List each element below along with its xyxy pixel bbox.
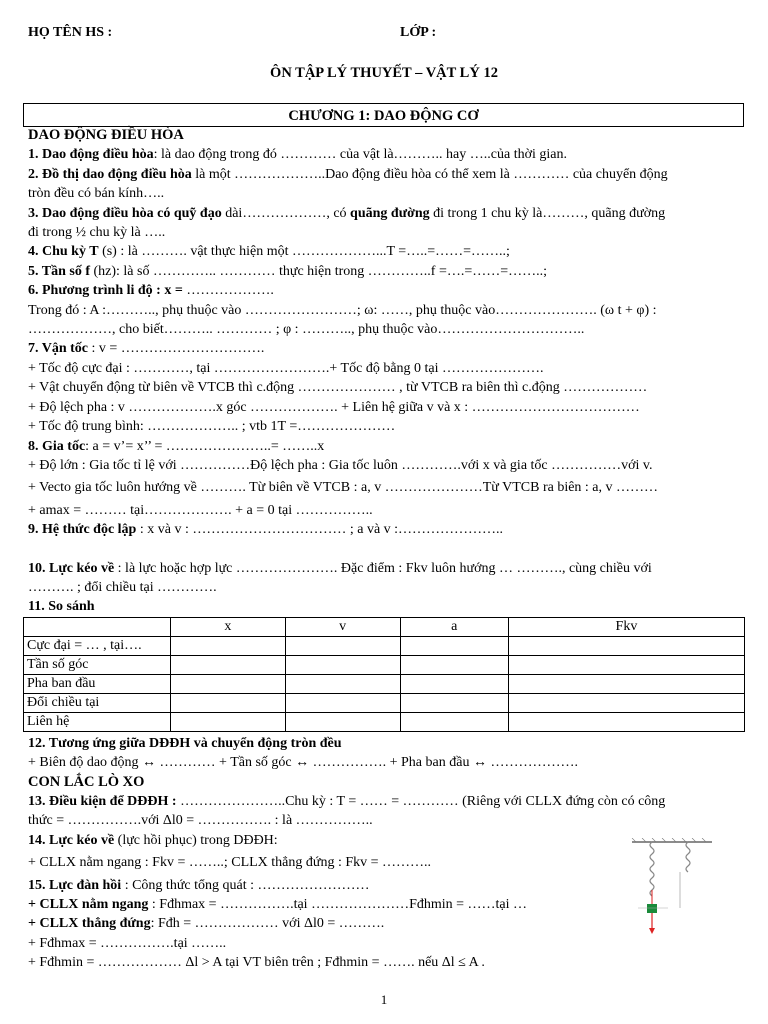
item-3-cont: đi trong ½ chu kỳ là ….. <box>28 225 166 241</box>
class-label: LỚP : <box>400 25 437 40</box>
item-5: 5. Tần số f (hz): là số ………….. ………… thực hiện trong …………..f =….=……=……..; <box>28 263 548 279</box>
table-row: Cực đại = … , tại…. <box>24 636 745 655</box>
chapter-heading: CHƯƠNG 1: DAO ĐỘNG CƠ <box>23 103 744 127</box>
item-11: 11. So sánh <box>28 599 95 615</box>
item-1: 1. Dao động điều hòa: là dao động trong đó ………… của vật là……….. hay …..của thời gian. <box>28 147 567 163</box>
section-heading: DAO ĐỘNG ĐIỀU HÒA <box>28 127 184 143</box>
item-8b: + Vecto gia tốc luôn hướng về ………. Từ biên về VTCB : a, v …………………Từ VTCB ra biên : a, v ……… <box>28 480 659 496</box>
item-8: 8. Gia tốc: a = v’= x’’ = …………………..= ……..x <box>28 438 325 454</box>
item-13-cont: thức = …………….với Δl0 = ……………. : là …………….. <box>28 813 373 829</box>
item-15: 15. Lực đàn hồi : Công thức tổng quát : …………………… <box>28 877 370 893</box>
item-14: 14. Lực kéo về (lực hồi phục) trong DĐĐH: <box>28 832 278 848</box>
item-4: 4. Chu kỳ T (s) : là ………. vật thực hiện một ………………...T =…..=……=……..; <box>28 244 510 260</box>
item-15d: + Fđhmin = ……………… Δl > A tại VT biên trên ; Fđhmin = ……. nếu Δl ≤ A . <box>28 955 485 971</box>
table-row: Đổi chiều tại <box>24 693 745 712</box>
item-10: 10. Lực kéo về : là lực hoặc hợp lực …………………. Đặc điểm : Fkv luôn hướng … ………., cùng chiều với <box>28 560 652 576</box>
item-15b: + CLLX thẳng đứng: Fđh = ……………… với Δl0 = ………. <box>28 916 385 932</box>
item-13: 13. Điều kiện để DĐĐH : …………………..Chu kỳ : T = …… = ………… (Riêng với CLLX đứng còn có công <box>28 793 666 809</box>
table-row: Tần số góc <box>24 655 745 674</box>
item-14a: + CLLX nằm ngang : Fkv = ……..; CLLX thẳng đứng : Fkv = ……….. <box>28 855 432 871</box>
page-number: 1 <box>380 992 388 1007</box>
item-12: 12. Tương ứng giữa DĐĐH và chuyển động tròn đều <box>28 735 342 751</box>
section-heading: CON LẮC LÒ XO <box>28 773 145 790</box>
item-15c: + Fđhmax = …………….tại …….. <box>28 935 227 951</box>
item-15a: + CLLX nằm ngang : Fđhmax = …………….tại …………………Fđhmin = ……tại … <box>28 897 528 912</box>
table-header <box>24 617 171 636</box>
item-7b: + Vật chuyển động từ biên về VTCB thì c.động ………………… , từ VTCB ra biên thì c.động ……………… <box>28 380 648 396</box>
item-8a: + Độ lớn : Gia tốc tỉ lệ với ……………Độ lệch pha : Gia tốc luôn ………….với x và gia tốc ……………với v. <box>28 457 653 473</box>
item-7a: + Tốc độ cực đại : …………, tại …………………….+ Tốc độ bằng 0 tại …………………. <box>28 360 544 376</box>
table-row: Pha ban đầu <box>24 674 745 693</box>
item-7d: + Tốc độ trung bình: ……………….. ; vtb 1T =………………… <box>28 419 396 435</box>
item-7: 7. Vận tốc : v = …………………………. <box>28 341 265 357</box>
comparison-table <box>23 617 745 732</box>
item-3: 3. Dao động điều hòa có quỹ đạo dài………………, có quãng đường đi trong 1 chu kỳ là………, quãng đường <box>28 205 666 221</box>
item-8c: + amax = ……… tại………………. + a = 0 tại …………….. <box>28 502 373 518</box>
spring-pendulum-figure <box>628 838 716 938</box>
item-12a: + Biên độ dao động ↔ ………… + Tần số góc ↔ ……………. + Pha ban đầu ↔ ………………. <box>28 755 578 771</box>
student-name-label: HỌ TÊN HS : <box>28 25 113 40</box>
table-header: x <box>171 617 286 636</box>
item-6-detail: Trong đó : A :……….., phụ thuộc vào ……………………; ω: ……, phụ thuộc vào…………………. (ω t + φ) : <box>28 302 657 318</box>
table-row: Liên hệ <box>24 712 745 731</box>
item-7c: + Độ lệch pha : v ……………….x góc ………………. + Liên hệ giữa v và x : ……………………………… <box>28 399 640 415</box>
item-6: 6. Phương trình li độ : x = ………………. <box>28 283 274 299</box>
page-title: ÔN TẬP LÝ THUYẾT – VẬT LÝ 12 <box>270 65 498 81</box>
item-2-cont: tròn đều có bán kính….. <box>28 186 165 202</box>
item-10-cont: ………. ; đổi chiều tại …………. <box>28 579 217 595</box>
item-9: 9. Hệ thức độc lập : x và v : …………………………… ; a và v :………………….. <box>28 522 504 538</box>
table-header: a <box>400 617 508 636</box>
item-2: 2. Đồ thị dao động điều hòa là một ………………..Dao động điều hòa có thể xem là ………… của chuyển động <box>28 166 668 182</box>
item-6-detail-2: ………………, cho biết……….. ………… ; φ : ……….., phụ thuộc vào………………………….. <box>28 322 585 338</box>
table-header-row <box>24 617 745 636</box>
table-header: Fkv <box>508 617 744 636</box>
table-header: v <box>285 617 400 636</box>
